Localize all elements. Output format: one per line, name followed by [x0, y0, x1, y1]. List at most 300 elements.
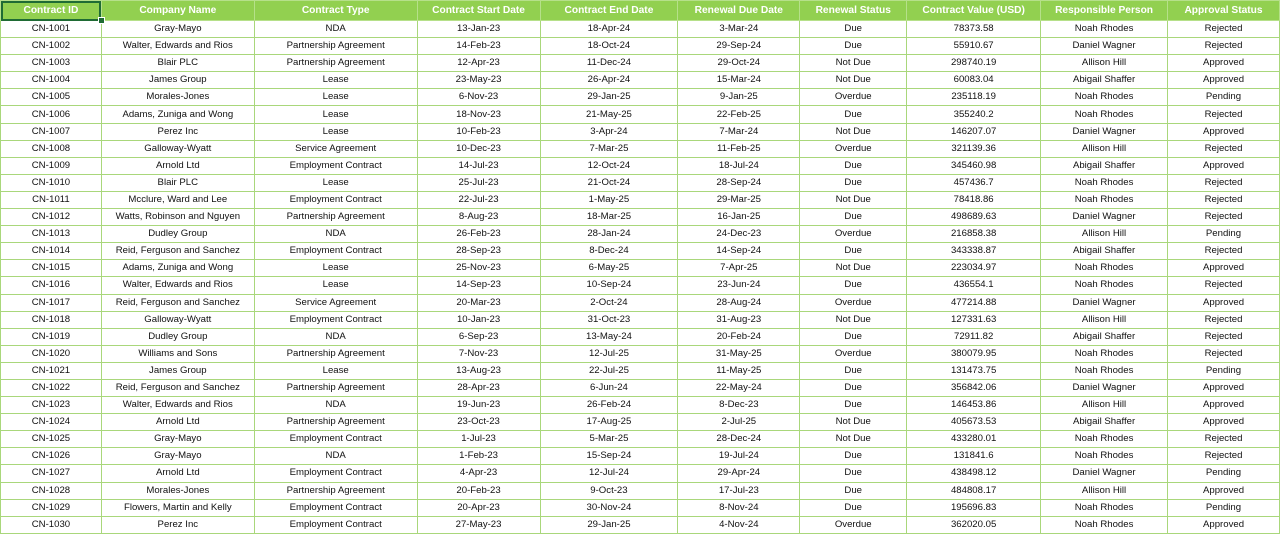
cell-contract-start-date[interactable]: 10-Dec-23	[417, 140, 540, 157]
cell-contract-type[interactable]: Lease	[254, 174, 417, 191]
cell-contract-start-date[interactable]: 12-Apr-23	[417, 55, 540, 72]
cell-contract-type[interactable]: NDA	[254, 397, 417, 414]
cell-approval-status[interactable]: Approved	[1168, 260, 1280, 277]
header-renewal-due-date[interactable]: Renewal Due Date	[678, 1, 800, 21]
cell-approval-status[interactable]: Approved	[1168, 516, 1280, 533]
cell-contract-value[interactable]: 484808.17	[907, 482, 1041, 499]
cell-contract-start-date[interactable]: 4-Apr-23	[417, 465, 540, 482]
cell-contract-start-date[interactable]: 20-Feb-23	[417, 482, 540, 499]
cell-contract-end-date[interactable]: 13-May-24	[540, 328, 678, 345]
cell-contract-type[interactable]: Employment Contract	[254, 499, 417, 516]
cell-company-name[interactable]: Williams and Sons	[101, 345, 254, 362]
cell-contract-id[interactable]: CN-1012	[1, 209, 102, 226]
cell-renewal-due-date[interactable]: 22-Feb-25	[678, 106, 800, 123]
cell-responsible-person[interactable]: Noah Rhodes	[1041, 174, 1168, 191]
cell-approval-status[interactable]: Rejected	[1168, 140, 1280, 157]
cell-contract-end-date[interactable]: 2-Oct-24	[540, 294, 678, 311]
cell-contract-type[interactable]: Lease	[254, 72, 417, 89]
cell-responsible-person[interactable]: Allison Hill	[1041, 226, 1168, 243]
cell-contract-end-date[interactable]: 29-Jan-25	[540, 89, 678, 106]
cell-contract-type[interactable]: Employment Contract	[254, 516, 417, 533]
cell-contract-start-date[interactable]: 25-Nov-23	[417, 260, 540, 277]
cell-responsible-person[interactable]: Noah Rhodes	[1041, 106, 1168, 123]
cell-contract-value[interactable]: 60083.04	[907, 72, 1041, 89]
cell-contract-start-date[interactable]: 14-Jul-23	[417, 157, 540, 174]
cell-responsible-person[interactable]: Abigail Shaffer	[1041, 157, 1168, 174]
header-approval-status[interactable]: Approval Status	[1168, 1, 1280, 21]
cell-contract-type[interactable]: Partnership Agreement	[254, 482, 417, 499]
cell-renewal-due-date[interactable]: 15-Mar-24	[678, 72, 800, 89]
cell-contract-id[interactable]: CN-1022	[1, 379, 102, 396]
cell-renewal-due-date[interactable]: 11-May-25	[678, 362, 800, 379]
cell-renewal-status[interactable]: Due	[800, 465, 907, 482]
cell-contract-value[interactable]: 55910.67	[907, 38, 1041, 55]
cell-company-name[interactable]: Arnold Ltd	[101, 157, 254, 174]
cell-contract-end-date[interactable]: 22-Jul-25	[540, 362, 678, 379]
cell-contract-value[interactable]: 131473.75	[907, 362, 1041, 379]
cell-contract-id[interactable]: CN-1028	[1, 482, 102, 499]
cell-company-name[interactable]: Galloway-Wyatt	[101, 140, 254, 157]
cell-company-name[interactable]: Mcclure, Ward and Lee	[101, 191, 254, 208]
cell-contract-id[interactable]: CN-1001	[1, 21, 102, 38]
cell-responsible-person[interactable]: Allison Hill	[1041, 397, 1168, 414]
cell-company-name[interactable]: Walter, Edwards and Rios	[101, 277, 254, 294]
cell-contract-type[interactable]: NDA	[254, 226, 417, 243]
cell-renewal-due-date[interactable]: 29-Mar-25	[678, 191, 800, 208]
cell-responsible-person[interactable]: Daniel Wagner	[1041, 379, 1168, 396]
cell-contract-id[interactable]: CN-1020	[1, 345, 102, 362]
cell-contract-type[interactable]: Lease	[254, 277, 417, 294]
cell-renewal-status[interactable]: Overdue	[800, 345, 907, 362]
cell-approval-status[interactable]: Approved	[1168, 157, 1280, 174]
cell-responsible-person[interactable]: Noah Rhodes	[1041, 448, 1168, 465]
cell-contract-start-date[interactable]: 7-Nov-23	[417, 345, 540, 362]
cell-contract-type[interactable]: NDA	[254, 21, 417, 38]
cell-renewal-status[interactable]: Due	[800, 328, 907, 345]
cell-responsible-person[interactable]: Abigail Shaffer	[1041, 414, 1168, 431]
cell-contract-id[interactable]: CN-1014	[1, 243, 102, 260]
cell-contract-value[interactable]: 131841.6	[907, 448, 1041, 465]
cell-contract-type[interactable]: Employment Contract	[254, 191, 417, 208]
cell-contract-end-date[interactable]: 12-Jul-25	[540, 345, 678, 362]
cell-approval-status[interactable]: Approved	[1168, 72, 1280, 89]
cell-renewal-due-date[interactable]: 29-Oct-24	[678, 55, 800, 72]
cell-contract-type[interactable]: Service Agreement	[254, 140, 417, 157]
cell-contract-type[interactable]: Service Agreement	[254, 294, 417, 311]
cell-approval-status[interactable]: Approved	[1168, 55, 1280, 72]
cell-renewal-due-date[interactable]: 31-May-25	[678, 345, 800, 362]
cell-contract-start-date[interactable]: 26-Feb-23	[417, 226, 540, 243]
cell-contract-value[interactable]: 195696.83	[907, 499, 1041, 516]
cell-contract-id[interactable]: CN-1023	[1, 397, 102, 414]
cell-responsible-person[interactable]: Abigail Shaffer	[1041, 243, 1168, 260]
cell-renewal-status[interactable]: Due	[800, 448, 907, 465]
cell-contract-value[interactable]: 457436.7	[907, 174, 1041, 191]
cell-contract-value[interactable]: 235118.19	[907, 89, 1041, 106]
cell-contract-end-date[interactable]: 21-Oct-24	[540, 174, 678, 191]
cell-contract-id[interactable]: CN-1029	[1, 499, 102, 516]
cell-contract-start-date[interactable]: 10-Feb-23	[417, 123, 540, 140]
cell-contract-end-date[interactable]: 31-Oct-23	[540, 311, 678, 328]
cell-contract-end-date[interactable]: 6-Jun-24	[540, 379, 678, 396]
cell-company-name[interactable]: Arnold Ltd	[101, 414, 254, 431]
cell-company-name[interactable]: Morales-Jones	[101, 89, 254, 106]
cell-responsible-person[interactable]: Noah Rhodes	[1041, 516, 1168, 533]
cell-responsible-person[interactable]: Noah Rhodes	[1041, 431, 1168, 448]
cell-renewal-due-date[interactable]: 3-Mar-24	[678, 21, 800, 38]
cell-renewal-status[interactable]: Overdue	[800, 516, 907, 533]
cell-approval-status[interactable]: Approved	[1168, 123, 1280, 140]
cell-contract-id[interactable]: CN-1011	[1, 191, 102, 208]
cell-renewal-due-date[interactable]: 23-Jun-24	[678, 277, 800, 294]
cell-company-name[interactable]: Morales-Jones	[101, 482, 254, 499]
header-contract-end-date[interactable]: Contract End Date	[540, 1, 678, 21]
cell-contract-type[interactable]: Employment Contract	[254, 243, 417, 260]
cell-company-name[interactable]: Gray-Mayo	[101, 21, 254, 38]
cell-contract-id[interactable]: CN-1017	[1, 294, 102, 311]
cell-renewal-status[interactable]: Due	[800, 106, 907, 123]
cell-contract-end-date[interactable]: 21-May-25	[540, 106, 678, 123]
cell-company-name[interactable]: Blair PLC	[101, 55, 254, 72]
cell-renewal-status[interactable]: Due	[800, 397, 907, 414]
cell-renewal-status[interactable]: Not Due	[800, 191, 907, 208]
cell-responsible-person[interactable]: Allison Hill	[1041, 482, 1168, 499]
cell-contract-value[interactable]: 127331.63	[907, 311, 1041, 328]
cell-renewal-due-date[interactable]: 19-Jul-24	[678, 448, 800, 465]
cell-renewal-status[interactable]: Due	[800, 38, 907, 55]
cell-renewal-status[interactable]: Due	[800, 21, 907, 38]
cell-renewal-due-date[interactable]: 28-Sep-24	[678, 174, 800, 191]
cell-contract-type[interactable]: Employment Contract	[254, 465, 417, 482]
cell-approval-status[interactable]: Pending	[1168, 89, 1280, 106]
cell-contract-start-date[interactable]: 13-Jan-23	[417, 21, 540, 38]
cell-responsible-person[interactable]: Noah Rhodes	[1041, 191, 1168, 208]
cell-contract-type[interactable]: Partnership Agreement	[254, 414, 417, 431]
cell-contract-value[interactable]: 343338.87	[907, 243, 1041, 260]
cell-contract-type[interactable]: Lease	[254, 362, 417, 379]
cell-renewal-due-date[interactable]: 16-Jan-25	[678, 209, 800, 226]
cell-responsible-person[interactable]: Noah Rhodes	[1041, 21, 1168, 38]
cell-contract-start-date[interactable]: 22-Jul-23	[417, 191, 540, 208]
header-company-name[interactable]: Company Name	[101, 1, 254, 21]
cell-contract-start-date[interactable]: 23-May-23	[417, 72, 540, 89]
cell-contract-start-date[interactable]: 20-Mar-23	[417, 294, 540, 311]
cell-renewal-due-date[interactable]: 29-Apr-24	[678, 465, 800, 482]
cell-contract-type[interactable]: Lease	[254, 260, 417, 277]
cell-contract-end-date[interactable]: 18-Apr-24	[540, 21, 678, 38]
cell-contract-value[interactable]: 438498.12	[907, 465, 1041, 482]
cell-approval-status[interactable]: Rejected	[1168, 345, 1280, 362]
cell-contract-start-date[interactable]: 8-Aug-23	[417, 209, 540, 226]
cell-approval-status[interactable]: Rejected	[1168, 431, 1280, 448]
cell-responsible-person[interactable]: Noah Rhodes	[1041, 89, 1168, 106]
cell-responsible-person[interactable]: Allison Hill	[1041, 311, 1168, 328]
cell-contract-end-date[interactable]: 15-Sep-24	[540, 448, 678, 465]
cell-responsible-person[interactable]: Allison Hill	[1041, 55, 1168, 72]
cell-approval-status[interactable]: Approved	[1168, 414, 1280, 431]
cell-contract-id[interactable]: CN-1016	[1, 277, 102, 294]
cell-contract-end-date[interactable]: 10-Sep-24	[540, 277, 678, 294]
cell-contract-type[interactable]: Partnership Agreement	[254, 55, 417, 72]
cell-renewal-status[interactable]: Not Due	[800, 431, 907, 448]
cell-renewal-due-date[interactable]: 8-Nov-24	[678, 499, 800, 516]
cell-contract-id[interactable]: CN-1015	[1, 260, 102, 277]
cell-contract-type[interactable]: Partnership Agreement	[254, 38, 417, 55]
cell-contract-value[interactable]: 321139.36	[907, 140, 1041, 157]
cell-approval-status[interactable]: Approved	[1168, 397, 1280, 414]
cell-approval-status[interactable]: Rejected	[1168, 311, 1280, 328]
cell-company-name[interactable]: Dudley Group	[101, 226, 254, 243]
cell-renewal-status[interactable]: Due	[800, 499, 907, 516]
cell-company-name[interactable]: Gray-Mayo	[101, 448, 254, 465]
cell-contract-end-date[interactable]: 18-Oct-24	[540, 38, 678, 55]
cell-contract-value[interactable]: 362020.05	[907, 516, 1041, 533]
header-contract-type[interactable]: Contract Type	[254, 1, 417, 21]
cell-renewal-due-date[interactable]: 18-Jul-24	[678, 157, 800, 174]
cell-contract-id[interactable]: CN-1010	[1, 174, 102, 191]
cell-renewal-status[interactable]: Due	[800, 379, 907, 396]
cell-contract-type[interactable]: Employment Contract	[254, 157, 417, 174]
cell-company-name[interactable]: Galloway-Wyatt	[101, 311, 254, 328]
cell-contract-id[interactable]: CN-1021	[1, 362, 102, 379]
header-contract-value[interactable]: Contract Value (USD)	[907, 1, 1041, 21]
cell-contract-id[interactable]: CN-1027	[1, 465, 102, 482]
cell-contract-value[interactable]: 78373.58	[907, 21, 1041, 38]
cell-contract-id[interactable]: CN-1030	[1, 516, 102, 533]
cell-renewal-status[interactable]: Due	[800, 243, 907, 260]
cell-contract-start-date[interactable]: 6-Sep-23	[417, 328, 540, 345]
cell-contract-value[interactable]: 78418.86	[907, 191, 1041, 208]
cell-contract-value[interactable]: 72911.82	[907, 328, 1041, 345]
cell-renewal-due-date[interactable]: 17-Jul-23	[678, 482, 800, 499]
cell-company-name[interactable]: Gray-Mayo	[101, 431, 254, 448]
cell-contract-type[interactable]: Partnership Agreement	[254, 345, 417, 362]
cell-contract-type[interactable]: Lease	[254, 89, 417, 106]
cell-company-name[interactable]: Blair PLC	[101, 174, 254, 191]
cell-contract-type[interactable]: Partnership Agreement	[254, 379, 417, 396]
header-renewal-status[interactable]: Renewal Status	[800, 1, 907, 21]
cell-renewal-due-date[interactable]: 24-Dec-23	[678, 226, 800, 243]
cell-contract-start-date[interactable]: 14-Sep-23	[417, 277, 540, 294]
cell-contract-end-date[interactable]: 5-Mar-25	[540, 431, 678, 448]
cell-contract-type[interactable]: Lease	[254, 123, 417, 140]
cell-contract-value[interactable]: 380079.95	[907, 345, 1041, 362]
cell-contract-id[interactable]: CN-1007	[1, 123, 102, 140]
cell-approval-status[interactable]: Pending	[1168, 226, 1280, 243]
cell-contract-value[interactable]: 146207.07	[907, 123, 1041, 140]
cell-approval-status[interactable]: Rejected	[1168, 243, 1280, 260]
cell-renewal-status[interactable]: Overdue	[800, 89, 907, 106]
cell-approval-status[interactable]: Rejected	[1168, 38, 1280, 55]
cell-contract-start-date[interactable]: 13-Aug-23	[417, 362, 540, 379]
cell-company-name[interactable]: James Group	[101, 72, 254, 89]
cell-responsible-person[interactable]: Noah Rhodes	[1041, 362, 1168, 379]
cell-company-name[interactable]: Reid, Ferguson and Sanchez	[101, 243, 254, 260]
cell-contract-id[interactable]: CN-1003	[1, 55, 102, 72]
cell-responsible-person[interactable]: Allison Hill	[1041, 140, 1168, 157]
cell-contract-start-date[interactable]: 1-Jul-23	[417, 431, 540, 448]
cell-contract-end-date[interactable]: 12-Oct-24	[540, 157, 678, 174]
fill-handle[interactable]	[98, 17, 105, 24]
cell-company-name[interactable]: James Group	[101, 362, 254, 379]
cell-renewal-status[interactable]: Not Due	[800, 72, 907, 89]
cell-contract-type[interactable]: Partnership Agreement	[254, 209, 417, 226]
cell-renewal-due-date[interactable]: 31-Aug-23	[678, 311, 800, 328]
cell-responsible-person[interactable]: Daniel Wagner	[1041, 294, 1168, 311]
cell-contract-type[interactable]: Employment Contract	[254, 431, 417, 448]
header-responsible-person[interactable]: Responsible Person	[1041, 1, 1168, 21]
cell-contract-start-date[interactable]: 25-Jul-23	[417, 174, 540, 191]
cell-contract-id[interactable]: CN-1009	[1, 157, 102, 174]
cell-renewal-status[interactable]: Overdue	[800, 140, 907, 157]
cell-contract-value[interactable]: 223034.97	[907, 260, 1041, 277]
cell-renewal-status[interactable]: Due	[800, 277, 907, 294]
cell-contract-id[interactable]: CN-1006	[1, 106, 102, 123]
cell-renewal-status[interactable]: Not Due	[800, 55, 907, 72]
cell-contract-value[interactable]: 345460.98	[907, 157, 1041, 174]
cell-company-name[interactable]: Perez Inc	[101, 123, 254, 140]
cell-approval-status[interactable]: Rejected	[1168, 174, 1280, 191]
cell-responsible-person[interactable]: Noah Rhodes	[1041, 345, 1168, 362]
cell-approval-status[interactable]: Rejected	[1168, 21, 1280, 38]
cell-contract-value[interactable]: 498689.63	[907, 209, 1041, 226]
cell-company-name[interactable]: Perez Inc	[101, 516, 254, 533]
cell-contract-type[interactable]: NDA	[254, 448, 417, 465]
cell-responsible-person[interactable]: Noah Rhodes	[1041, 260, 1168, 277]
cell-renewal-status[interactable]: Not Due	[800, 123, 907, 140]
cell-renewal-status[interactable]: Due	[800, 482, 907, 499]
cell-contract-start-date[interactable]: 14-Feb-23	[417, 38, 540, 55]
cell-renewal-status[interactable]: Not Due	[800, 311, 907, 328]
cell-contract-value[interactable]: 436554.1	[907, 277, 1041, 294]
cell-contract-value[interactable]: 405673.53	[907, 414, 1041, 431]
cell-contract-end-date[interactable]: 11-Dec-24	[540, 55, 678, 72]
cell-renewal-due-date[interactable]: 28-Aug-24	[678, 294, 800, 311]
cell-approval-status[interactable]: Pending	[1168, 465, 1280, 482]
cell-responsible-person[interactable]: Daniel Wagner	[1041, 209, 1168, 226]
cell-contract-end-date[interactable]: 28-Jan-24	[540, 226, 678, 243]
cell-approval-status[interactable]: Rejected	[1168, 106, 1280, 123]
cell-renewal-status[interactable]: Overdue	[800, 226, 907, 243]
cell-contract-start-date[interactable]: 18-Nov-23	[417, 106, 540, 123]
cell-contract-id[interactable]: CN-1026	[1, 448, 102, 465]
cell-renewal-due-date[interactable]: 4-Nov-24	[678, 516, 800, 533]
cell-company-name[interactable]: Walter, Edwards and Rios	[101, 397, 254, 414]
cell-contract-end-date[interactable]: 9-Oct-23	[540, 482, 678, 499]
cell-contract-id[interactable]: CN-1018	[1, 311, 102, 328]
cell-contract-start-date[interactable]: 6-Nov-23	[417, 89, 540, 106]
cell-contract-id[interactable]: CN-1002	[1, 38, 102, 55]
cell-responsible-person[interactable]: Daniel Wagner	[1041, 38, 1168, 55]
cell-contract-start-date[interactable]: 19-Jun-23	[417, 397, 540, 414]
cell-contract-end-date[interactable]: 30-Nov-24	[540, 499, 678, 516]
cell-contract-id[interactable]: CN-1013	[1, 226, 102, 243]
cell-approval-status[interactable]: Approved	[1168, 294, 1280, 311]
cell-contract-start-date[interactable]: 10-Jan-23	[417, 311, 540, 328]
cell-contract-end-date[interactable]: 3-Apr-24	[540, 123, 678, 140]
cell-renewal-due-date[interactable]: 9-Jan-25	[678, 89, 800, 106]
cell-approval-status[interactable]: Approved	[1168, 482, 1280, 499]
cell-renewal-due-date[interactable]: 7-Apr-25	[678, 260, 800, 277]
cell-company-name[interactable]: Adams, Zuniga and Wong	[101, 106, 254, 123]
cell-contract-type[interactable]: Employment Contract	[254, 311, 417, 328]
header-contract-id[interactable]: Contract ID	[1, 1, 102, 21]
cell-company-name[interactable]: Adams, Zuniga and Wong	[101, 260, 254, 277]
cell-responsible-person[interactable]: Daniel Wagner	[1041, 465, 1168, 482]
cell-responsible-person[interactable]: Abigail Shaffer	[1041, 72, 1168, 89]
cell-company-name[interactable]: Arnold Ltd	[101, 465, 254, 482]
cell-company-name[interactable]: Dudley Group	[101, 328, 254, 345]
cell-responsible-person[interactable]: Noah Rhodes	[1041, 277, 1168, 294]
cell-contract-start-date[interactable]: 28-Sep-23	[417, 243, 540, 260]
cell-approval-status[interactable]: Rejected	[1168, 328, 1280, 345]
cell-contract-value[interactable]: 477214.88	[907, 294, 1041, 311]
cell-renewal-due-date[interactable]: 14-Sep-24	[678, 243, 800, 260]
header-contract-start-date[interactable]: Contract Start Date	[417, 1, 540, 21]
cell-contract-end-date[interactable]: 26-Feb-24	[540, 397, 678, 414]
cell-company-name[interactable]: Watts, Robinson and Nguyen	[101, 209, 254, 226]
cell-approval-status[interactable]: Rejected	[1168, 209, 1280, 226]
cell-approval-status[interactable]: Pending	[1168, 499, 1280, 516]
cell-renewal-status[interactable]: Not Due	[800, 260, 907, 277]
cell-renewal-due-date[interactable]: 2-Jul-25	[678, 414, 800, 431]
cell-contract-end-date[interactable]: 18-Mar-25	[540, 209, 678, 226]
cell-renewal-status[interactable]: Due	[800, 209, 907, 226]
cell-company-name[interactable]: Walter, Edwards and Rios	[101, 38, 254, 55]
cell-contract-value[interactable]: 356842.06	[907, 379, 1041, 396]
cell-contract-value[interactable]: 216858.38	[907, 226, 1041, 243]
cell-contract-end-date[interactable]: 1-May-25	[540, 191, 678, 208]
cell-contract-start-date[interactable]: 27-May-23	[417, 516, 540, 533]
cell-contract-end-date[interactable]: 12-Jul-24	[540, 465, 678, 482]
cell-contract-start-date[interactable]: 28-Apr-23	[417, 379, 540, 396]
cell-company-name[interactable]: Reid, Ferguson and Sanchez	[101, 294, 254, 311]
cell-contract-id[interactable]: CN-1024	[1, 414, 102, 431]
cell-renewal-due-date[interactable]: 7-Mar-24	[678, 123, 800, 140]
cell-contract-end-date[interactable]: 26-Apr-24	[540, 72, 678, 89]
cell-contract-end-date[interactable]: 29-Jan-25	[540, 516, 678, 533]
cell-contract-value[interactable]: 433280.01	[907, 431, 1041, 448]
cell-contract-start-date[interactable]: 1-Feb-23	[417, 448, 540, 465]
cell-company-name[interactable]: Reid, Ferguson and Sanchez	[101, 379, 254, 396]
cell-responsible-person[interactable]: Noah Rhodes	[1041, 499, 1168, 516]
cell-contract-type[interactable]: Lease	[254, 106, 417, 123]
cell-contract-end-date[interactable]: 17-Aug-25	[540, 414, 678, 431]
cell-contract-value[interactable]: 298740.19	[907, 55, 1041, 72]
cell-approval-status[interactable]: Pending	[1168, 362, 1280, 379]
cell-contract-start-date[interactable]: 20-Apr-23	[417, 499, 540, 516]
cell-renewal-status[interactable]: Due	[800, 157, 907, 174]
cell-renewal-status[interactable]: Due	[800, 362, 907, 379]
cell-renewal-due-date[interactable]: 11-Feb-25	[678, 140, 800, 157]
cell-contract-end-date[interactable]: 8-Dec-24	[540, 243, 678, 260]
cell-contract-end-date[interactable]: 7-Mar-25	[540, 140, 678, 157]
cell-renewal-status[interactable]: Overdue	[800, 294, 907, 311]
cell-company-name[interactable]: Flowers, Martin and Kelly	[101, 499, 254, 516]
cell-renewal-due-date[interactable]: 20-Feb-24	[678, 328, 800, 345]
cell-approval-status[interactable]: Rejected	[1168, 277, 1280, 294]
cell-approval-status[interactable]: Rejected	[1168, 448, 1280, 465]
cell-contract-id[interactable]: CN-1004	[1, 72, 102, 89]
cell-responsible-person[interactable]: Daniel Wagner	[1041, 123, 1168, 140]
cell-contract-end-date[interactable]: 6-May-25	[540, 260, 678, 277]
cell-approval-status[interactable]: Rejected	[1168, 191, 1280, 208]
cell-contract-type[interactable]: NDA	[254, 328, 417, 345]
cell-contract-start-date[interactable]: 23-Oct-23	[417, 414, 540, 431]
cell-approval-status[interactable]: Approved	[1168, 379, 1280, 396]
cell-responsible-person[interactable]: Abigail Shaffer	[1041, 328, 1168, 345]
cell-renewal-status[interactable]: Not Due	[800, 414, 907, 431]
